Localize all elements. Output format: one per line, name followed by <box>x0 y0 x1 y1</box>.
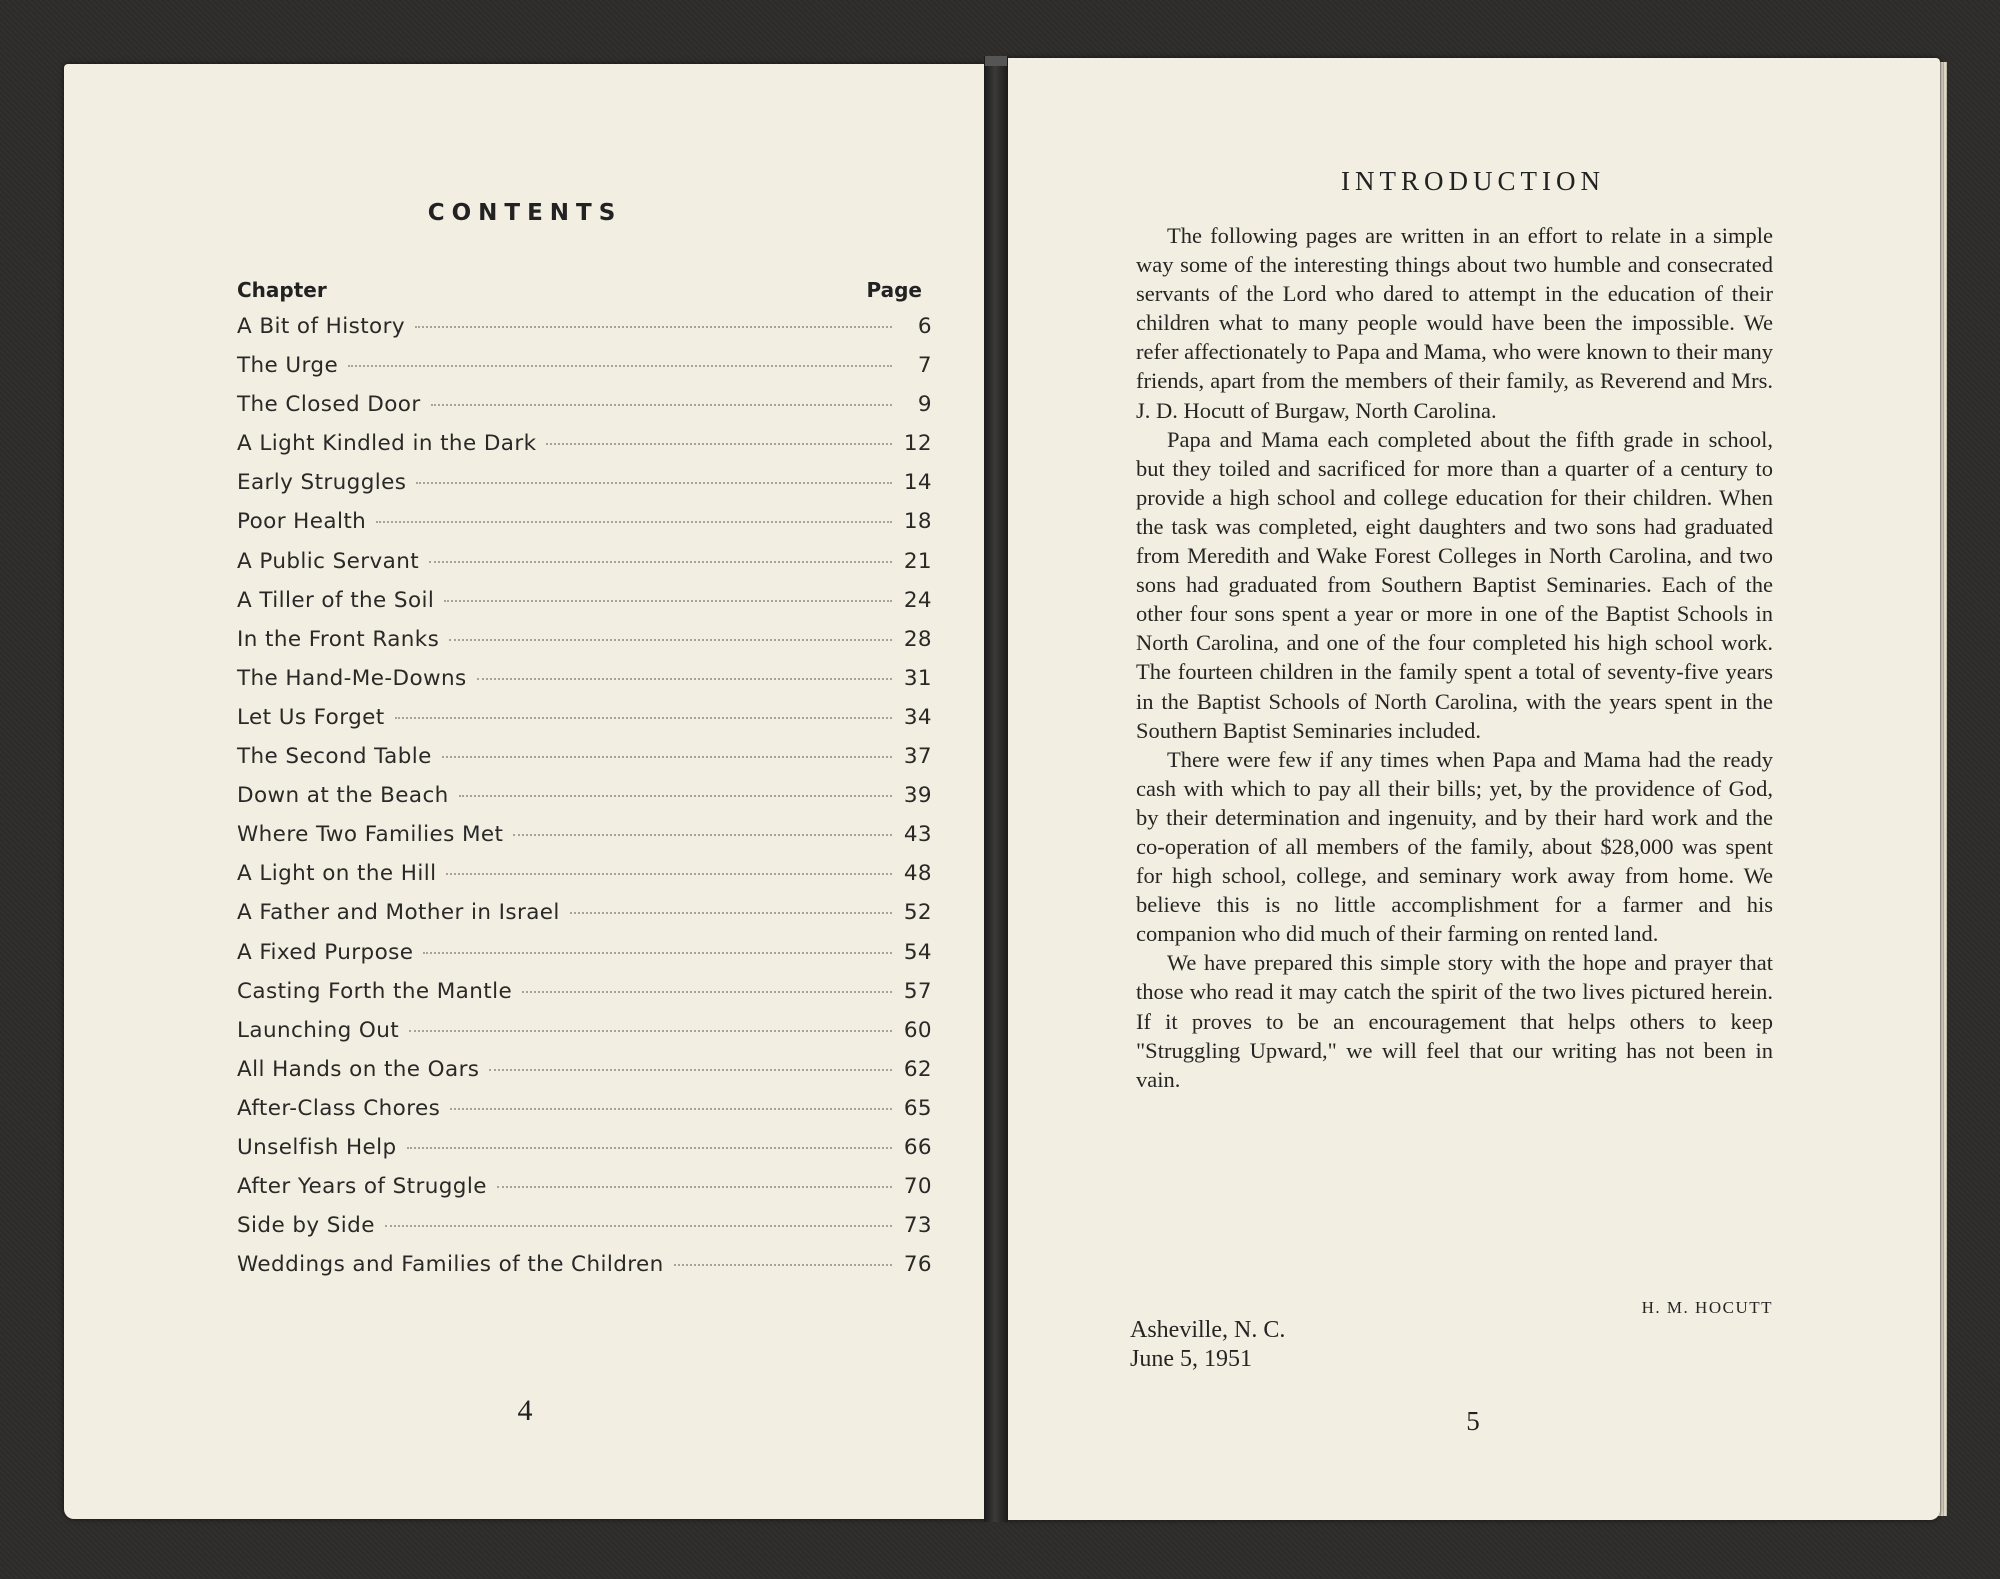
toc-entry-page: 37 <box>903 744 932 770</box>
toc-entry-title: Casting Forth the Mantle <box>237 978 513 1004</box>
toc-dot-leader <box>385 1225 892 1227</box>
toc-dot-leader <box>429 561 892 563</box>
toc-entry-title: In the Front Ranks <box>237 626 440 652</box>
toc-dot-leader <box>442 756 892 758</box>
toc-entry-title: Unselfish Help <box>237 1134 397 1160</box>
toc-entry <box>237 979 932 1018</box>
binding-stitch <box>985 56 1007 66</box>
introduction-paragraph: The following pages are written in an effort to relate in a simple way some of the interesting things about two humble and consecrated servants of the Lord who dared to attempt in the education of their children what to many people would have been the impossible. We refer affectionately to Papa and Mama, who were known to their many friends, apart from the members of their family, as Reverend and Mrs. J. D. Hocutt of Burgaw, North Carolina. <box>1136 223 1773 423</box>
author-signature: H. M. HOCUTT <box>1641 1298 1773 1317</box>
toc-entry-title: Side by Side <box>237 1213 375 1239</box>
toc-dot-leader <box>497 1186 892 1188</box>
toc-entry-page: 12 <box>903 431 932 457</box>
toc-dot-leader <box>407 1147 892 1149</box>
toc-entry <box>237 470 932 509</box>
toc-dot-leader <box>477 678 892 680</box>
toc-dot-leader <box>415 326 892 328</box>
toc-entry <box>237 1252 932 1291</box>
toc-entry-page: 73 <box>903 1213 932 1239</box>
toc-entry-title: Launching Out <box>237 1017 400 1043</box>
toc-dot-leader <box>449 639 892 641</box>
toc-dot-leader <box>431 404 892 406</box>
toc-entry-page: 31 <box>903 665 932 691</box>
toc-entry <box>237 744 932 783</box>
dateline <box>1130 1316 1285 1374</box>
toc-entry <box>237 822 932 861</box>
toc-entry <box>237 1057 932 1096</box>
toc-entry <box>237 431 932 470</box>
toc-entry-page: 48 <box>903 861 932 887</box>
toc-entry-page: 14 <box>903 470 932 496</box>
toc-entry <box>237 1213 932 1252</box>
toc-dot-leader <box>513 834 892 836</box>
toc-entry-page: 65 <box>903 1095 932 1121</box>
introduction-paragraph: We have prepared this simple story with the hope and prayer that those who read it may catch the spirit of the two lives pictured herein. If it proves to be an encouragement that helps others to keep "Struggling Upward," we will feel that our writing has not been in vain. <box>1136 950 1773 1092</box>
toc-dot-leader <box>423 952 892 954</box>
toc-entry <box>237 1174 932 1213</box>
toc-entry-page: 54 <box>903 939 932 965</box>
toc-dot-leader <box>546 443 892 445</box>
toc-entry-title: A Fixed Purpose <box>237 939 414 965</box>
toc-dot-leader <box>444 600 892 602</box>
toc-entry-page: 43 <box>903 822 932 848</box>
toc-entry-page: 28 <box>903 626 932 652</box>
toc-entry <box>237 1018 932 1057</box>
toc-entry <box>237 1096 932 1135</box>
toc-entry-title: Let Us Forget <box>237 704 385 730</box>
toc-entry <box>237 900 932 939</box>
toc-entry-page: 57 <box>903 978 932 1004</box>
toc-entry-title: A Light Kindled in the Dark <box>237 431 537 457</box>
toc-dot-leader <box>416 482 892 484</box>
toc-entry <box>237 940 932 979</box>
book-gutter <box>984 56 1008 1522</box>
toc-entry <box>237 549 932 588</box>
page-number: 5 <box>1466 1406 1480 1436</box>
toc-entry <box>237 666 932 705</box>
toc-entry-title: A Bit of History <box>237 314 405 339</box>
toc-entry-page: 34 <box>903 704 932 730</box>
toc-entry-page: 24 <box>903 587 932 613</box>
toc-entry-title: Down at the Beach <box>237 783 449 809</box>
toc-entry-title: Early Struggles <box>237 470 407 496</box>
toc-entry-page: 76 <box>903 1252 932 1278</box>
toc-dot-leader <box>348 365 892 367</box>
introduction-paragraph: There were few if any times when Papa and Mama had the ready cash with which to pay all their bills; yet, by the providence of God, by their determination and ingenuity, and by their hard work and the co-operation of all members of the family, about $28,000 was spent for high school, college, and seminary work away from home. We believe this is no little accomplishment for a farmer and his companion who did much of their farming on rented land. <box>1136 746 1773 947</box>
toc-entry-title: A Father and Mother in Israel <box>237 900 560 926</box>
toc-entry-title: All Hands on the Oars <box>237 1056 480 1082</box>
toc-entry <box>237 353 932 392</box>
toc-entry-title: The Urge <box>237 353 339 379</box>
toc-entry-title: The Hand-Me-Downs <box>237 665 467 691</box>
toc-entry-page: 6 <box>917 314 932 339</box>
toc-entry <box>237 314 932 353</box>
toc-entry-title: A Light on the Hill <box>237 861 437 887</box>
toc-dot-leader <box>376 521 892 523</box>
page-number: 4 <box>517 1394 533 1427</box>
toc-entry <box>237 1135 932 1174</box>
toc-entry-title: Poor Health <box>237 509 367 535</box>
toc-dot-leader <box>450 1108 892 1110</box>
toc-entry <box>237 509 932 548</box>
toc-entry-title: The Second Table <box>237 744 432 770</box>
contents-page <box>64 64 986 1519</box>
toc-entry-page: 21 <box>903 548 932 574</box>
toc-entry-page: 18 <box>903 509 932 535</box>
toc-entry-title: Where Two Families Met <box>237 822 504 848</box>
chapter-header: Chapter <box>237 278 327 302</box>
toc-entry <box>237 588 932 627</box>
toc-entry <box>237 861 932 900</box>
toc-entry-page: 52 <box>903 900 932 926</box>
toc-entry <box>237 705 932 744</box>
introduction-page <box>1006 58 1940 1520</box>
toc-dot-leader <box>522 991 892 993</box>
toc-entry-page: 66 <box>903 1134 932 1160</box>
toc-entry-page: 9 <box>917 392 932 418</box>
toc-entry-title: Weddings and Families of the Children <box>237 1252 664 1278</box>
toc-entry-title: The Closed Door <box>237 392 421 418</box>
introduction-paragraph: Papa and Mama each completed about the fifth grade in school, but they toiled and sacrificed for more than a quarter of a century to provide a high school and college education for their children. When the task was completed, eight daughters and two sons had graduated from Meredith and Wake Forest Colleges in North Carolina, and two sons had graduated from Southern Baptist Seminaries. Each of the other four sons spent a year or more in one of the Baptist Schools in North Carolina, and one of the four completed his high school work. The fourteen children in the family spent a total of seventy-five years in the Baptist Schools of North Carolina, with the years spent in the Southern Baptist Seminaries included. <box>1136 426 1773 743</box>
toc-entry-page: 60 <box>903 1017 932 1043</box>
contents-title: CONTENTS <box>427 200 623 226</box>
page-header: Page <box>866 278 922 302</box>
toc-dot-leader <box>446 873 892 875</box>
toc-dot-leader <box>489 1069 892 1071</box>
toc-entry-page: 39 <box>903 783 932 809</box>
toc-entry <box>237 627 932 666</box>
toc-entry-page: 70 <box>903 1174 932 1200</box>
introduction-body <box>1136 221 1773 1094</box>
table-of-contents <box>237 314 932 1291</box>
date: June 5, 1951 <box>1130 1346 1252 1372</box>
toc-dot-leader <box>409 1030 892 1032</box>
toc-entry-title: A Public Servant <box>237 548 420 574</box>
place: Asheville, N. C. <box>1130 1317 1286 1343</box>
toc-entry-page: 62 <box>903 1056 932 1082</box>
toc-entry-page: 7 <box>917 353 932 379</box>
toc-dot-leader <box>570 912 892 914</box>
introduction-title: INTRODUCTION <box>1341 166 1605 196</box>
toc-entry <box>237 783 932 822</box>
toc-dot-leader <box>459 795 892 797</box>
toc-entry <box>237 392 932 431</box>
toc-entry-title: After-Class Chores <box>237 1095 441 1121</box>
toc-dot-leader <box>395 717 892 719</box>
toc-entry-title: After Years of Struggle <box>237 1174 487 1200</box>
toc-entry-title: A Tiller of the Soil <box>237 587 435 613</box>
toc-dot-leader <box>674 1264 892 1266</box>
